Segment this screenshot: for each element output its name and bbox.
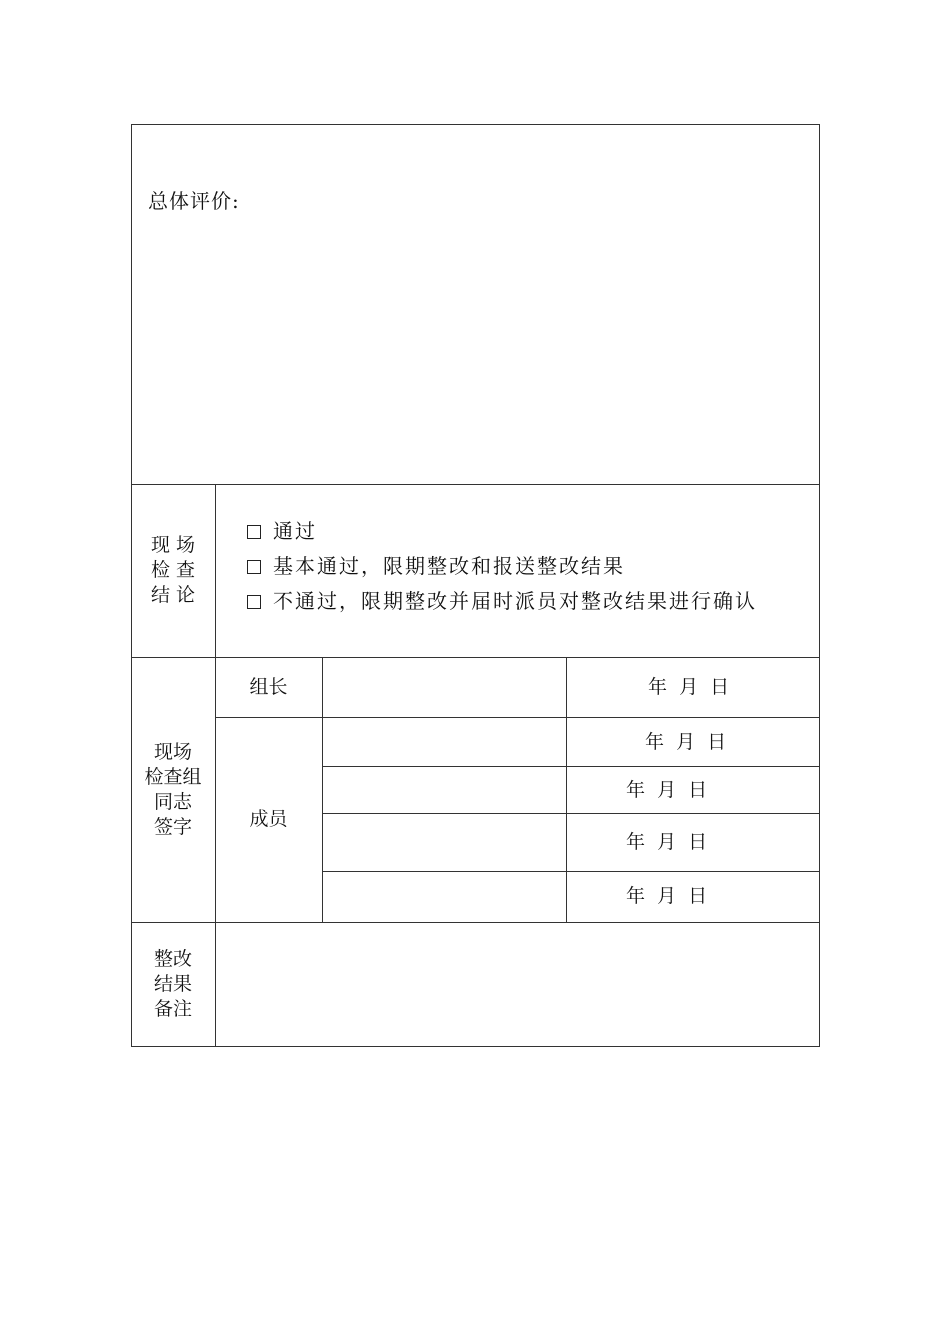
table-border-right — [819, 124, 820, 1047]
remarks-label-line: 整改 — [153, 948, 192, 970]
checkbox-icon[interactable] — [247, 595, 261, 609]
conclusion-label-line: 结 论 — [150, 584, 196, 606]
remarks-row-label — [131, 947, 215, 1022]
remarks-label-line: 结果 — [153, 973, 192, 995]
checkbox-icon[interactable] — [247, 525, 261, 539]
checkbox-icon[interactable] — [247, 560, 261, 574]
member-signature-field[interactable] — [323, 767, 566, 813]
table-border-bottom — [131, 1046, 820, 1047]
member-date: 年 月 日 — [645, 731, 727, 753]
signatures-label-line: 签字 — [153, 816, 192, 838]
conclusion-option-fail[interactable] — [247, 588, 757, 614]
signatures-label-line: 检查组 — [144, 766, 202, 788]
member-date: 年 月 日 — [626, 779, 708, 801]
conclusion-option-pass[interactable] — [247, 518, 317, 544]
member-signature-field[interactable] — [323, 814, 566, 871]
label-column-divider — [215, 484, 216, 1047]
signatures-row-label — [131, 740, 215, 840]
option-label: 不通过，限期整改并届时派员对整改结果进行确认 — [273, 589, 757, 613]
row-divider-overall — [131, 484, 820, 485]
signatures-label-line: 同志 — [153, 791, 192, 813]
conclusion-option-basic-pass[interactable] — [247, 553, 625, 579]
member-signature-field[interactable] — [323, 872, 566, 922]
leader-label: 组长 — [249, 676, 288, 698]
member-signature-field[interactable] — [323, 718, 566, 766]
remarks-field[interactable] — [217, 924, 818, 1045]
table-border-top — [131, 124, 820, 125]
conclusion-label-line: 检 查 — [150, 559, 196, 581]
conclusion-label-line: 现 场 — [150, 534, 196, 556]
member-date: 年 月 日 — [626, 831, 708, 853]
member-date: 年 月 日 — [626, 885, 708, 907]
overall-evaluation-label: 总体评价: — [148, 189, 240, 213]
row-divider-signatures — [131, 922, 820, 923]
option-label: 基本通过，限期整改和报送整改结果 — [273, 554, 625, 578]
signatures-label-line: 现场 — [153, 741, 192, 763]
leader-signature-field[interactable] — [323, 658, 566, 717]
members-label: 成员 — [249, 808, 288, 830]
remarks-label-line: 备注 — [153, 998, 192, 1020]
leader-date: 年 月 日 — [648, 676, 730, 698]
date-column-divider — [566, 657, 567, 923]
option-label: 通过 — [273, 519, 317, 543]
overall-evaluation-field[interactable] — [140, 225, 810, 475]
conclusion-row-label — [131, 533, 215, 608]
